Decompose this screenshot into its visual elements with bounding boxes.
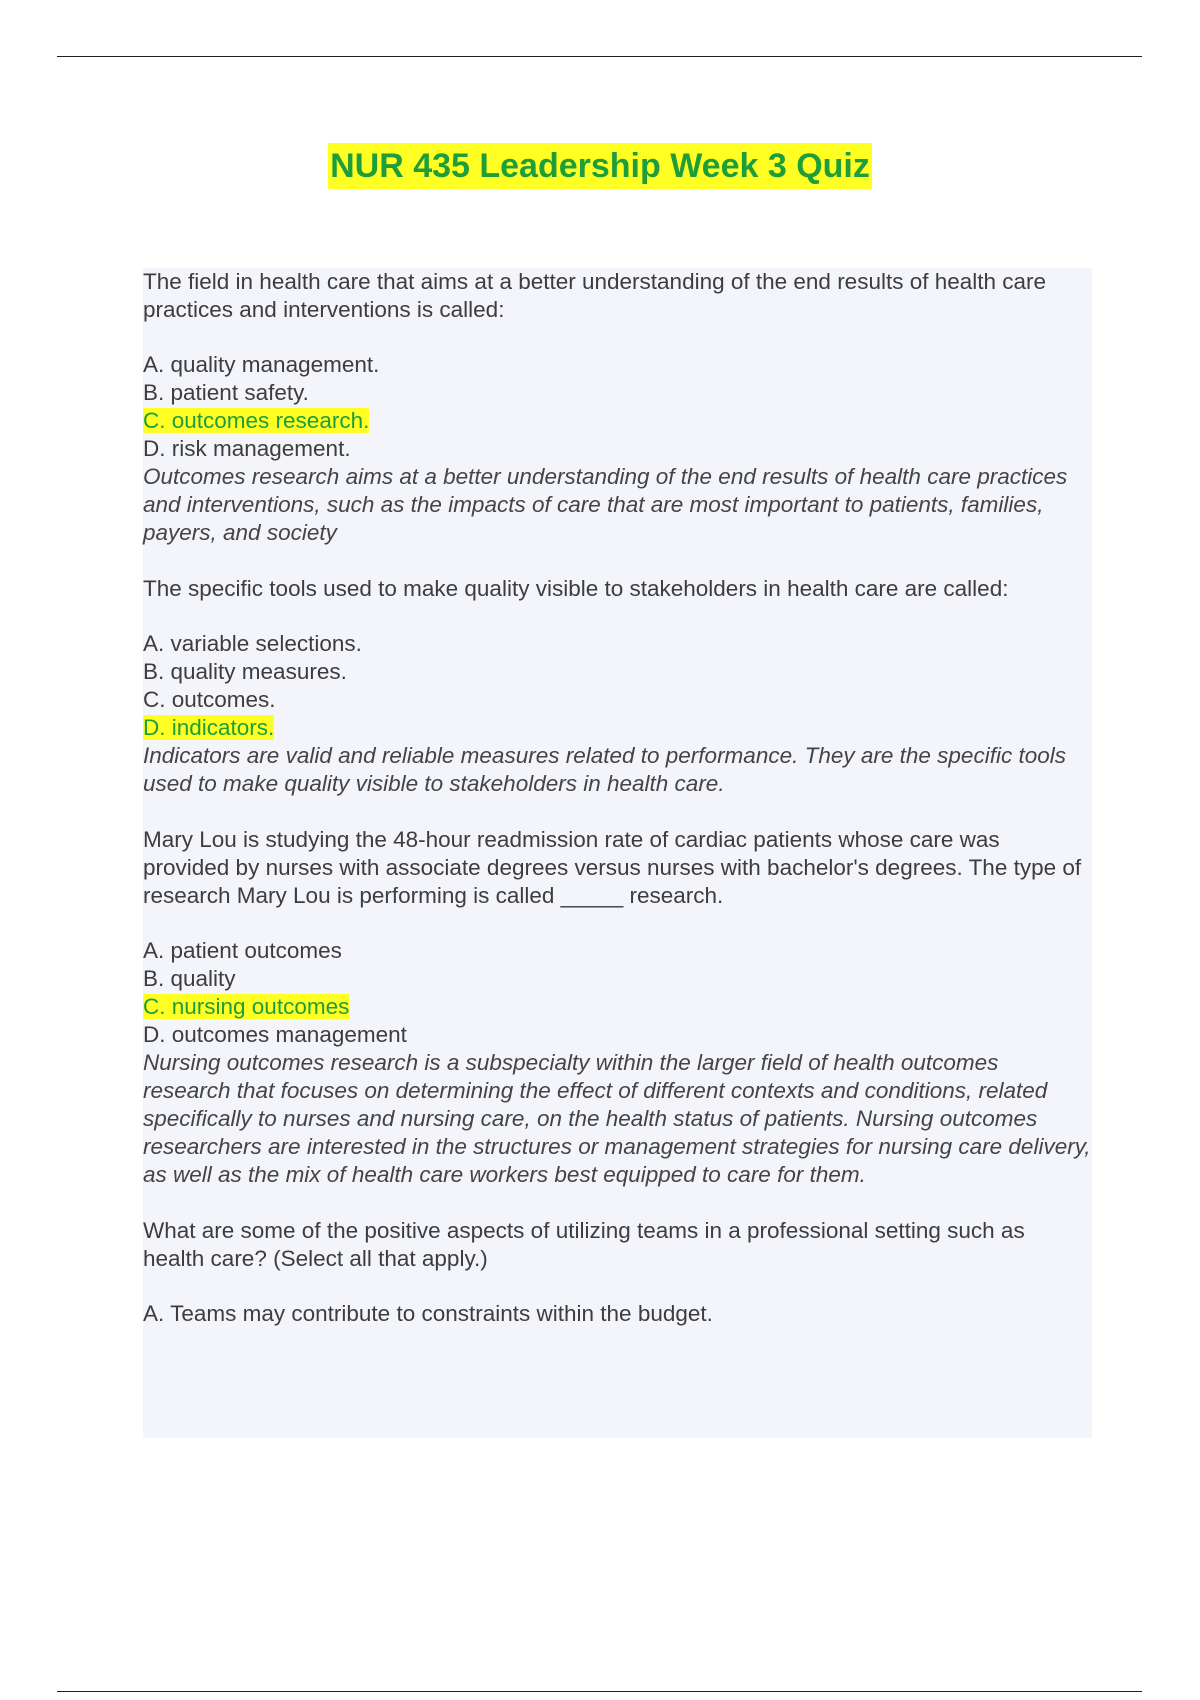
- option-item: A. quality management.: [143, 352, 380, 377]
- question-text: What are some of the positive aspects of utilizing teams in a professional setting such as health care? (Select all that apply.): [143, 1218, 1025, 1271]
- options-list: [143, 1300, 1092, 1328]
- answer-explanation: Indicators are valid and reliable measures related to performance. They are the specific tools used to make quality visible to stakeholders in health care.: [143, 743, 1066, 796]
- answer-highlight: D. indicators.: [143, 715, 275, 740]
- document-title: NUR 435 Leadership Week 3 Quiz: [328, 143, 872, 189]
- question-block: [143, 826, 1092, 1189]
- option-item: B. quality: [143, 966, 236, 991]
- option-item: A. Teams may contribute to constraints within the budget.: [143, 1301, 713, 1326]
- answer-explanation: Outcomes research aims at a better understanding of the end results of health care practices and interventions, such as the impacts of care that are most important to patients, families, payers, and society: [143, 464, 1068, 545]
- options-list: [143, 937, 1092, 1049]
- options-list: [143, 351, 1092, 463]
- question-text: Mary Lou is studying the 48-hour readmission rate of cardiac patients whose care was provided by nurses with associate degrees versus nurses with bachelor's degrees. The type of research Mary Lou is performing is called _____ research.: [143, 827, 1082, 908]
- answer-highlight: C. outcomes research.: [143, 408, 370, 433]
- title-wrapper: [0, 143, 1200, 189]
- question-text: The field in health care that aims at a better understanding of the end results of health care practices and interventions is called:: [143, 269, 1047, 322]
- question-block: [143, 1217, 1092, 1328]
- question-block: [143, 268, 1092, 547]
- answer-explanation: Nursing outcomes research is a subspecialty within the larger field of health outcomes research that focuses on determining the effect of different contexts and conditions, related specifically to nurses and nursing care, on the health status of patients. Nursing outcomes researchers are interested in the structures or management strategies for nursing care delivery, as well as the mix of health care workers best equipped to care for them.: [143, 1050, 1091, 1187]
- option-item: B. patient safety.: [143, 380, 309, 405]
- option-item: C. outcomes.: [143, 687, 276, 712]
- option-item: B. quality measures.: [143, 659, 347, 684]
- option-item: A. variable selections.: [143, 631, 362, 656]
- option-item: D. risk management.: [143, 436, 351, 461]
- correct-option: [143, 993, 1092, 1021]
- options-list: [143, 630, 1092, 742]
- correct-option: [143, 407, 1092, 435]
- bottom-rule: [57, 1691, 1142, 1692]
- correct-option: [143, 714, 1092, 742]
- answer-highlight: C. nursing outcomes: [143, 994, 350, 1019]
- question-block: [143, 575, 1092, 798]
- question-text: The specific tools used to make quality visible to stakeholders in health care are called:: [143, 576, 1009, 601]
- quiz-content: [143, 268, 1092, 1438]
- top-rule: [57, 56, 1142, 57]
- option-item: A. patient outcomes: [143, 938, 342, 963]
- option-item: D. outcomes management: [143, 1022, 407, 1047]
